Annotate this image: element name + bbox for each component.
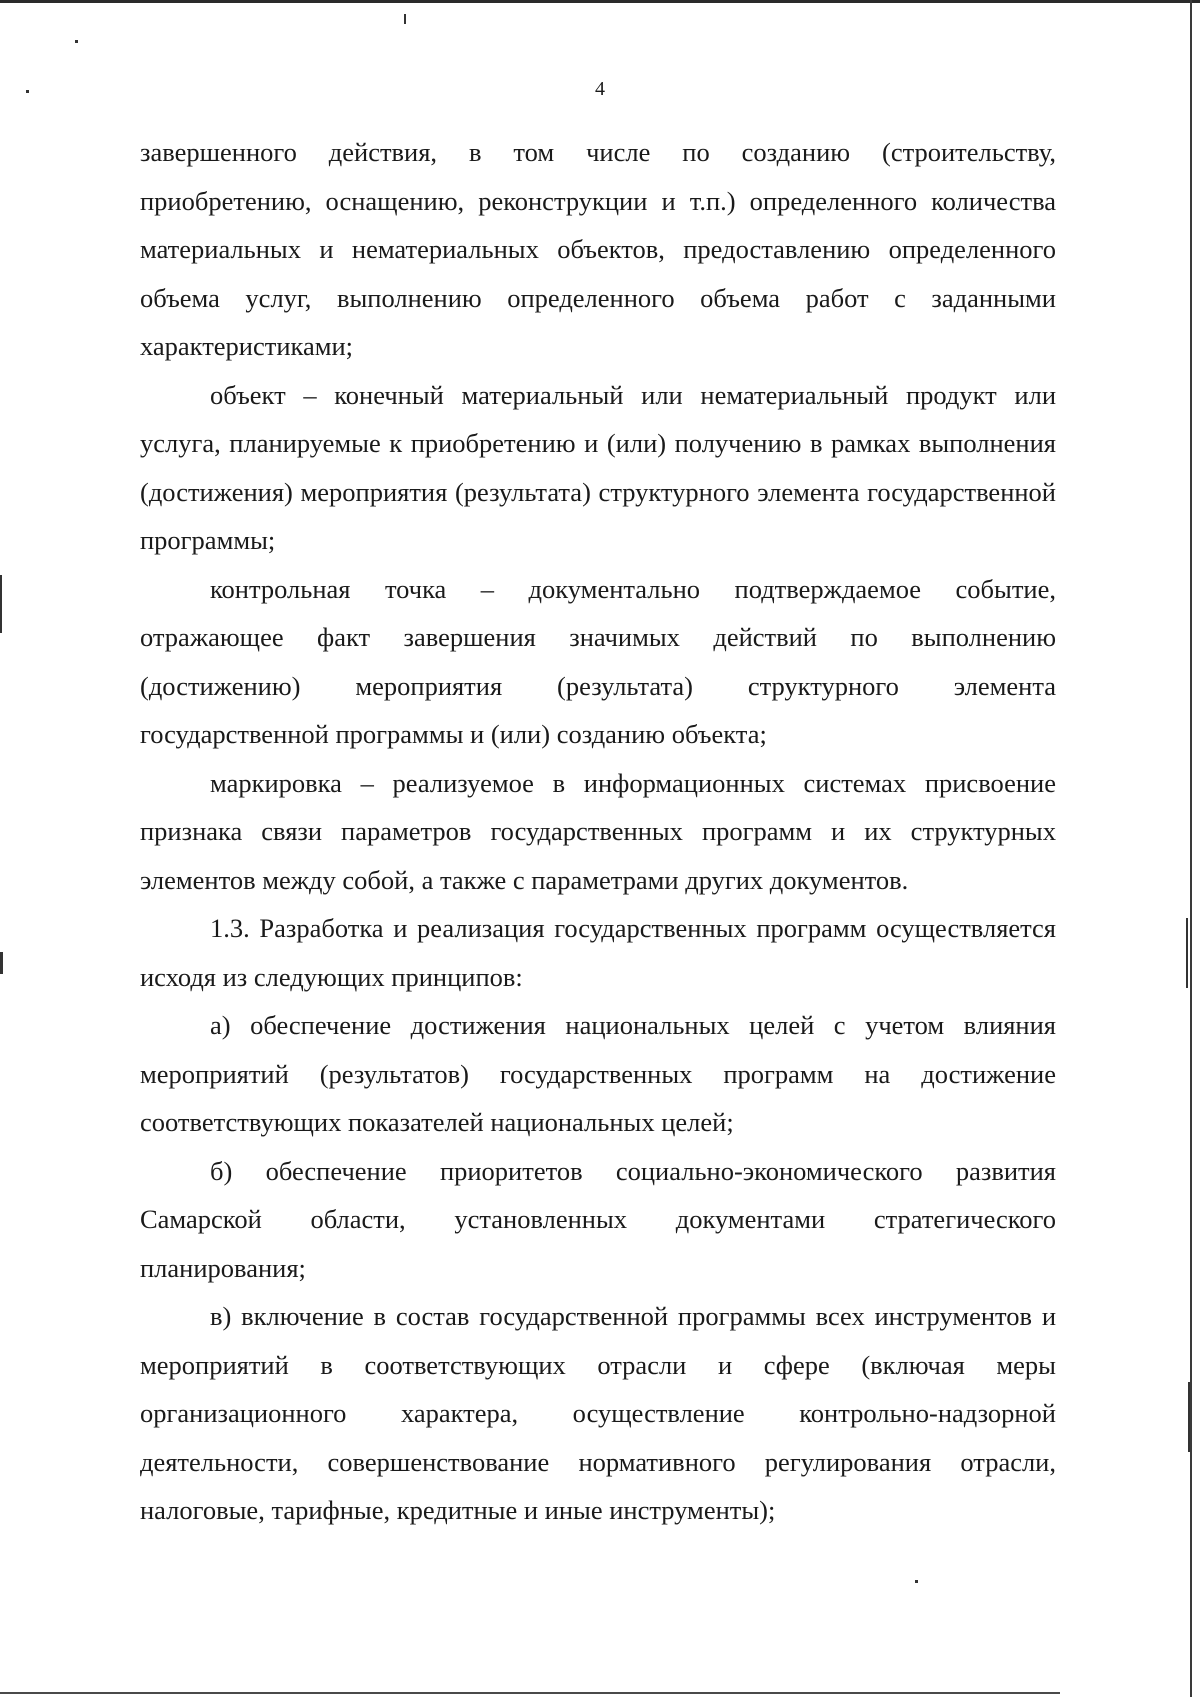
paragraph-definition-checkpoint: контрольная точка – документально подтверждаемое событие, отражающее факт завершения значимых действий по выполнению (достижению) мероприятия (результата) структурного элемента государственной программы и (или) созданию объекта; (140, 573, 1056, 749)
scan-speck (404, 14, 406, 24)
scan-speck (0, 575, 2, 633)
scan-speck (1188, 1382, 1190, 1452)
paragraph-section-1-3: 1.3. Разработка и реализация государственных программ осуществляется исходя из следующих принципов: (140, 913, 1056, 992)
paragraph-definition-continued: завершенного действия, в том числе по созданию (строительству, приобретению, оснащению, реконструкции и т.п.) определенного количества материальных и нематериальных объектов, предоставлению определенного объема услуг, выполнению определенного объема работ с заданными характеристиками; (140, 137, 1056, 361)
scan-speck (1186, 918, 1188, 988)
paragraph-principle-c: в) включение в состав государственной программы всех инструментов и мероприятий в соответствующих отрасли и сфере (включая меры организационного характера, осуществление контрольно-надзорной деятельности, совершенствование нормативного регулирования отрасли, налоговые, тарифные, кредитные и иные инструменты); (140, 1301, 1056, 1525)
scan-speck (75, 40, 78, 43)
scan-speck (915, 1580, 918, 1583)
page-number: 4 (595, 78, 605, 100)
scan-edge-bottom (0, 1692, 1060, 1694)
paragraph-principle-b: б) обеспечение приоритетов социально-экономического развития Самарской области, установленных документами стратегического планирования; (140, 1155, 1056, 1283)
paragraph-definition-object: объект – конечный материальный или нематериальный продукт или услуга, планируемые к приобретению и (или) получению в рамках выполнения (достижения) мероприятия (результата) структурного элемента государственной программы; (140, 379, 1056, 555)
scan-edge-right (1190, 0, 1192, 1697)
paragraph-principle-a: а) обеспечение достижения национальных целей с учетом влияния мероприятий (результатов) государственных программ на достижение соответствующих показателей национальных целей; (140, 1010, 1056, 1137)
scan-edge-top (0, 0, 1200, 3)
scan-speck (0, 952, 3, 974)
body-text (140, 128, 1056, 1535)
paragraph-definition-marking: маркировка – реализуемое в информационных системах присвоение признака связи параметров государственных программ и их структурных элементов между собой, а также с параметрами других документов. (140, 767, 1056, 895)
